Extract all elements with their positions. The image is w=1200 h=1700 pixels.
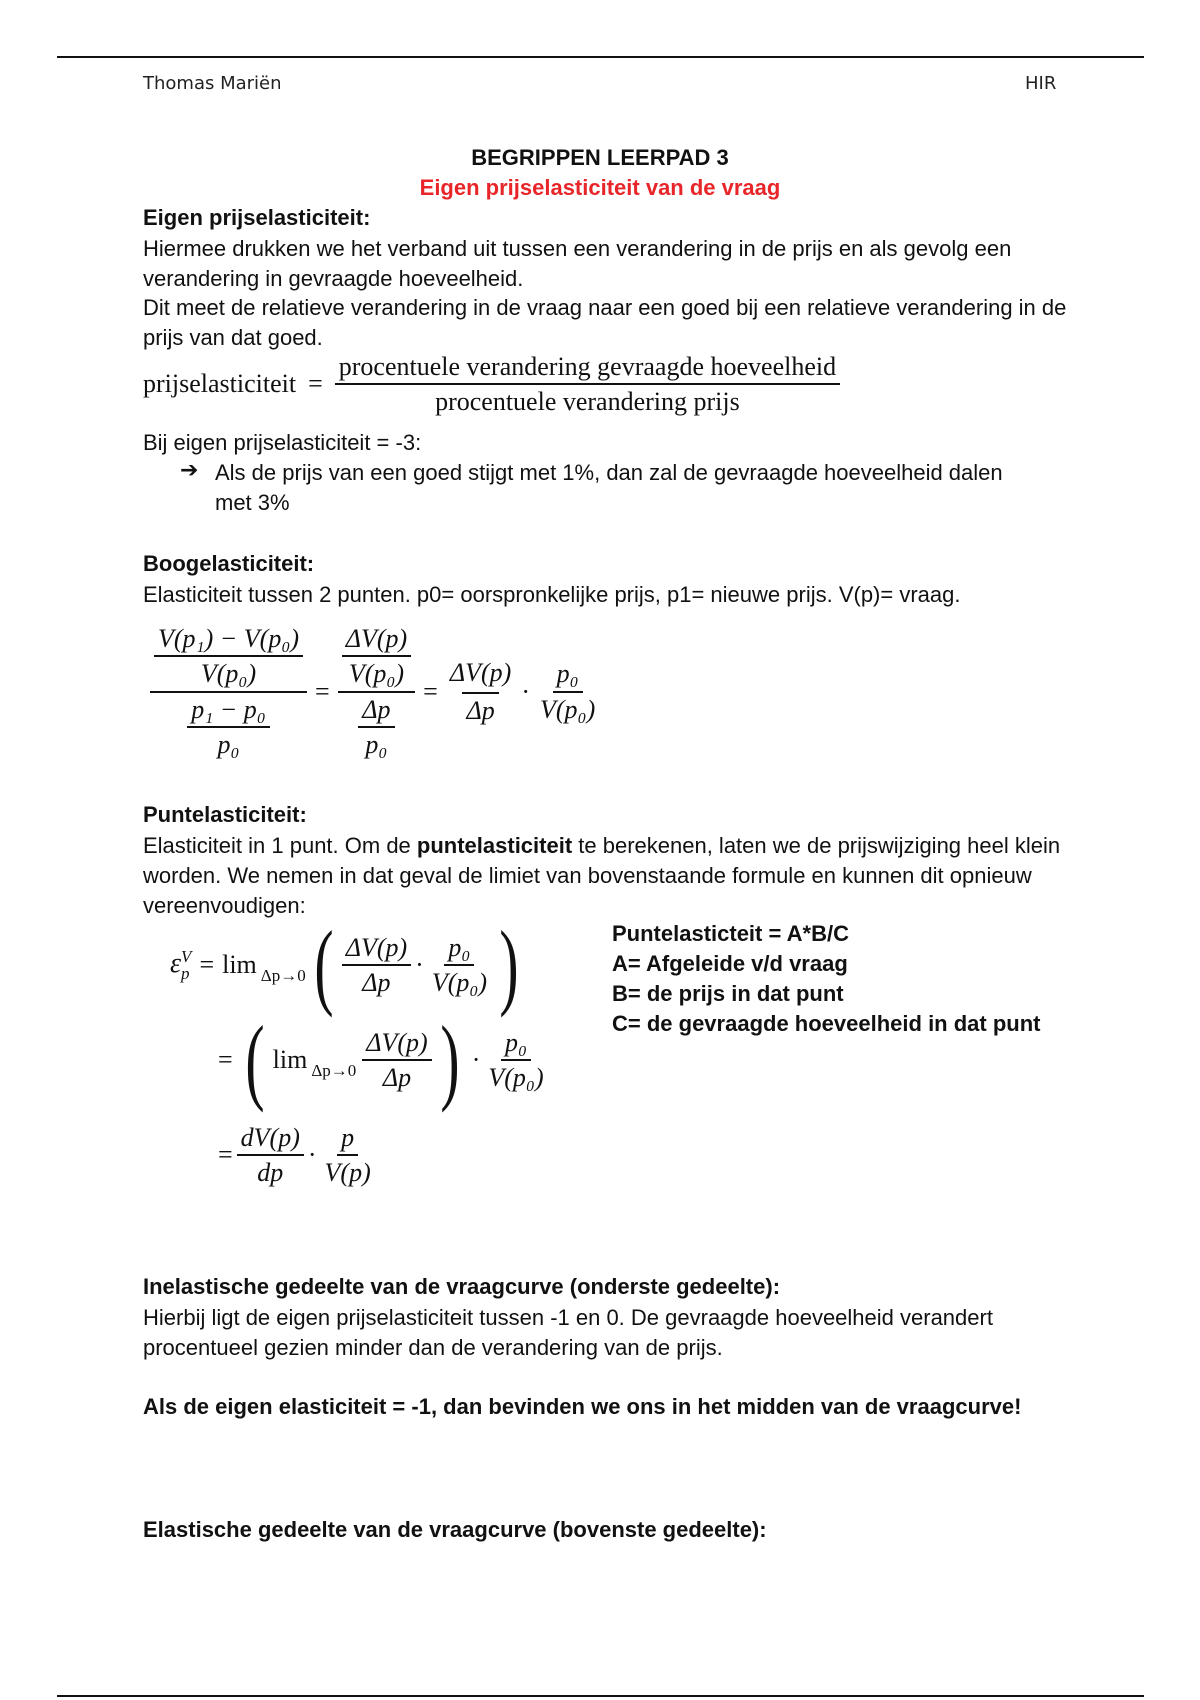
formula-fraction	[536, 660, 599, 723]
formula-paren-open: (	[314, 911, 334, 1018]
formula-fraction	[342, 934, 411, 997]
bottom-rule	[57, 1695, 1144, 1697]
section-heading-elastisch: Elastische gedeelte van de vraagcurve (bovenste gedeelte):	[143, 1517, 767, 1542]
formula-fraction	[335, 353, 840, 416]
formula-term: Δp	[462, 692, 498, 724]
formula-numerator	[338, 625, 415, 693]
formula-term: V(p₀)	[488, 1063, 544, 1092]
formula-fraction-inner	[358, 696, 394, 759]
formula-equals: =	[199, 950, 215, 979]
formula-term: dp	[257, 1158, 284, 1187]
formula-fraction-inner	[342, 625, 411, 688]
formula-term: V(p₀)	[200, 659, 257, 689]
formula-term: p	[337, 1124, 358, 1156]
formula-term: V(p)	[324, 1158, 371, 1187]
formula-fraction	[428, 934, 491, 997]
formula-dot: ·	[521, 676, 530, 706]
arrow-icon: ➔	[180, 458, 199, 483]
formula-fraction-inner	[154, 625, 303, 688]
formula-term: p₀	[217, 729, 240, 759]
formula-fraction	[484, 1029, 547, 1092]
legend-line: A= Afgeleide v/d vraag	[612, 951, 848, 976]
formula-line-1	[170, 911, 548, 1018]
formula-equals: =	[308, 369, 323, 399]
section-paragraph: Hiermee drukken we het verband uit tussen een verandering in de prijs en als gevolg een verandering in gevraagde hoeveelheid.	[143, 236, 1012, 291]
formula-numerator	[150, 625, 307, 693]
section-heading-punt: Puntelasticiteit:	[143, 802, 307, 827]
formula-paren-open: (	[245, 1006, 265, 1113]
inelastisch-text: Hierbij ligt de eigen prijselasticiteit tussen -1 en 0. De gevraagde hoeveelheid verandert procentueel gezien minder dan de verandering van de prijs.	[143, 1305, 993, 1360]
formula-paren-close: )	[440, 1006, 460, 1113]
legend-line: Puntelasticteit = A*B/C	[612, 921, 849, 946]
formula-equals: =	[218, 1140, 233, 1169]
legend-line: C= de gevraagde hoeveelheid in dat punt	[612, 1011, 1041, 1036]
formula-denominator	[354, 693, 398, 759]
formula-term: Δp	[362, 968, 391, 997]
formula-fraction	[237, 1124, 304, 1187]
formula-term: p₀	[365, 729, 388, 759]
punt-text-b: te berekenen, laten we de prijswijziging heel klein worden. We nemen in dat geval de limiet van bovenstaande formule en kunnen dit opnieuw vereenvoudigen:	[143, 833, 1061, 918]
section-heading-boog: Boogelasticiteit:	[143, 551, 315, 576]
formula-term: Δp	[382, 1063, 412, 1092]
section-paragraph: Dit meet de relatieve verandering in de vraag naar een goed bij een relatieve verandering in de prijs van dat goed.	[143, 295, 1067, 350]
formula-term: V(p₀)	[431, 968, 488, 997]
formula-term: Δp	[358, 696, 394, 728]
formula-numerator: procentuele verandering gevraagde hoeveelheid	[335, 353, 840, 385]
formula-term: ΔV(p)	[362, 1029, 431, 1061]
formula-fraction	[321, 1124, 375, 1187]
formula-epsilon: ε V p	[170, 947, 192, 984]
formula-lhs: prijselasticiteit	[143, 369, 297, 399]
top-rule	[57, 56, 1144, 58]
formula-equals: =	[423, 676, 438, 706]
formula-term: p₀	[501, 1029, 531, 1061]
page-title: BEGRIPPEN LEERPAD 3	[471, 145, 729, 170]
punt-text-a: Elasticiteit in 1 punt. Om de	[143, 833, 417, 858]
formula-lim-sub: Δp→0	[311, 1061, 357, 1080]
formula-term: ΔV(p)	[342, 625, 411, 657]
formula-fraction	[446, 659, 515, 724]
header-author: Thomas Mariën	[143, 73, 282, 94]
header-institution: HIR	[1025, 73, 1057, 94]
legend-line: B= de prijs in dat punt	[612, 981, 844, 1006]
formula-boogelasticiteit	[150, 625, 599, 758]
example-text: Als de prijs van een goed stijgt met 1%, dan zal de gevraagde hoeveelheid dalen met 3%	[215, 460, 1003, 515]
formula-term: V(p₀)	[348, 659, 405, 689]
boog-text: Elasticiteit tussen 2 punten. p0= oorspronkelijke prijs, p1= nieuwe prijs. V(p)= vraag.	[143, 582, 961, 607]
formula-lim: lim	[222, 950, 257, 979]
formula-line-2	[218, 1006, 548, 1113]
formula-paren-close: )	[499, 911, 519, 1018]
formula-fraction-inner	[187, 696, 270, 759]
formula-dot: ·	[307, 1140, 317, 1169]
formula-puntelasticiteit	[170, 911, 548, 1200]
formula-line-3	[218, 1110, 548, 1200]
formula-term: p₀	[553, 660, 583, 692]
formula-fraction-outer-1	[150, 625, 307, 758]
formula-equals: =	[315, 676, 330, 706]
formula-term: dV(p)	[237, 1124, 304, 1156]
formula-term: ΔV(p)	[342, 934, 411, 966]
formula-term: p₀	[444, 934, 474, 966]
inelastisch-note: Als de eigen elasticiteit = -1, dan bevinden we ons in het midden van de vraagcurve!	[143, 1394, 1022, 1419]
formula-dot: ·	[471, 1045, 481, 1074]
formula-denominator	[183, 693, 274, 759]
example-intro: Bij eigen prijselasticiteit = -3:	[143, 430, 422, 455]
section-heading-inelastisch: Inelastische gedeelte van de vraagcurve (onderste gedeelte):	[143, 1274, 781, 1299]
punt-text-bold: puntelasticiteit	[416, 833, 573, 858]
formula-term: V(p₀)	[539, 694, 596, 724]
formula-fraction-outer-2	[338, 625, 415, 758]
formula-denominator: procentuele verandering prijs	[435, 387, 740, 417]
formula-term: V(p₁) − V(p₀)	[154, 625, 303, 657]
formula-equals: =	[218, 1045, 233, 1074]
punt-text	[143, 831, 1063, 921]
page-subtitle: Eigen prijselasticiteit van de vraag	[419, 175, 781, 200]
puntelasticiteit-legend	[612, 919, 1052, 1039]
formula-dot: ·	[415, 950, 424, 979]
formula-fraction	[362, 1029, 431, 1092]
formula-lim-sub: Δp→0	[260, 966, 306, 985]
section-heading-eigen: Eigen prijselasticiteit:	[143, 205, 371, 230]
formula-lim: lim	[272, 1045, 308, 1074]
formula-term: p₁ − p₀	[187, 696, 270, 728]
formula-term: ΔV(p)	[449, 658, 512, 688]
formula-prijselasticiteit	[143, 353, 840, 416]
